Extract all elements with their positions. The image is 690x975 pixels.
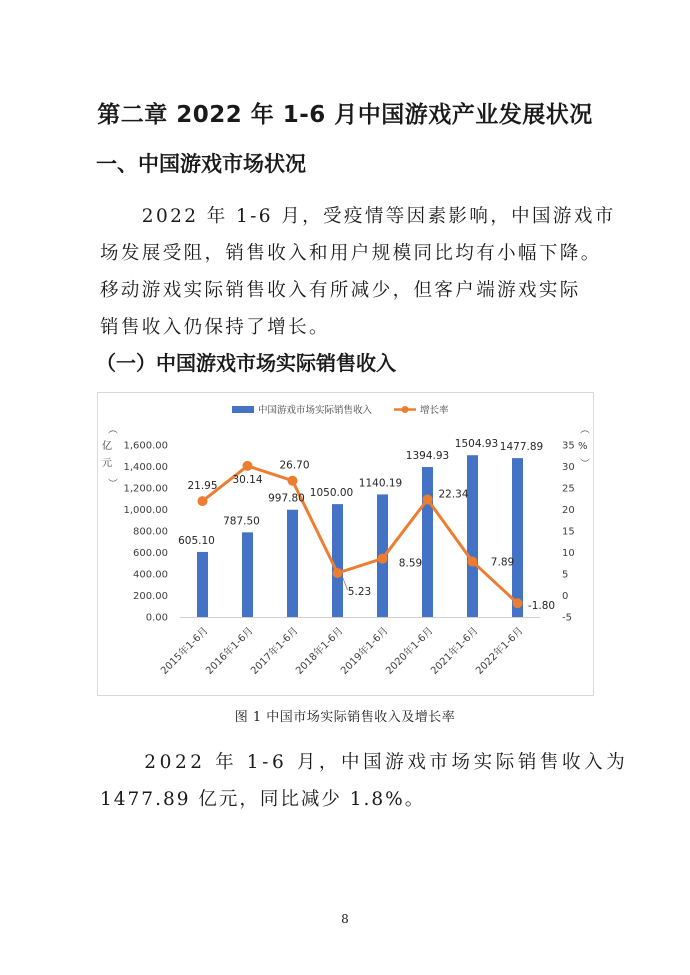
y-right-tick-label: 25 xyxy=(562,483,575,495)
growth-data-label: 22.34 xyxy=(438,488,469,501)
y-right-tick-label: 35 xyxy=(562,440,575,452)
growth-data-label: 8.59 xyxy=(398,557,423,570)
x-category-label: 2020年1-6月 xyxy=(384,625,436,677)
y-left-tick-label: 200.00 xyxy=(133,591,168,602)
growth-rate-point xyxy=(378,554,388,564)
x-category-label: 2022年1-6月 xyxy=(474,625,526,677)
growth-rate-point xyxy=(468,557,478,567)
conclusion-paragraph xyxy=(100,744,629,818)
growth-rate-point xyxy=(513,598,523,608)
y-right-tick-label: 5 xyxy=(562,569,569,581)
page-number: 8 xyxy=(341,912,349,926)
x-category-label: 2016年1-6月 xyxy=(204,625,256,677)
revenue-data-label: 787.50 xyxy=(223,515,260,528)
growth-data-label: 30.14 xyxy=(232,473,263,486)
growth-data-label: 5.23 xyxy=(347,586,372,599)
y-left-tick-label: 1,200.00 xyxy=(123,483,168,495)
x-category-label: 2019年1-6月 xyxy=(339,625,391,677)
x-category-label: 2018年1-6月 xyxy=(294,625,346,677)
section-title: 一、中国游戏市场状况 xyxy=(96,152,306,176)
revenue-data-label: 1477.89 xyxy=(499,441,544,454)
left-axis-bracket: ︵ xyxy=(108,425,118,436)
chapter-title: 第二章 2022 年 1-6 月中国游戏产业发展状况 xyxy=(97,102,593,128)
y-right-tick-label: 10 xyxy=(562,548,575,559)
left-axis-label: 亿 xyxy=(102,441,112,452)
right-axis-bracket: ︵ xyxy=(580,425,590,436)
revenue-bar xyxy=(287,510,298,617)
revenue-data-label: 1140.19 xyxy=(358,477,403,490)
sales-revenue-chart xyxy=(97,392,594,696)
growth-data-label: 7.89 xyxy=(490,556,515,569)
growth-rate-point xyxy=(243,461,253,471)
revenue-bar xyxy=(242,532,253,617)
y-left-tick-label: 1,600.00 xyxy=(123,440,168,452)
legend-line-marker xyxy=(402,406,409,413)
conclusion-line: 1477.89 亿元，同比减少 1.8%。 xyxy=(100,789,426,810)
revenue-data-label: 1394.93 xyxy=(405,450,450,463)
x-category-label: 2021年1-6月 xyxy=(429,625,481,677)
paragraph-line: 销售收入仍保持了增长。 xyxy=(100,317,330,338)
paragraph-line: 2022 年 1-6 月，受疫情等因素影响，中国游戏市 xyxy=(100,206,616,227)
subsection-title: （一）中国游戏市场实际销售收入 xyxy=(96,351,396,375)
y-right-tick-label: -5 xyxy=(562,612,572,624)
growth-data-label: 21.95 xyxy=(187,480,218,493)
y-right-tick-label: 15 xyxy=(562,526,575,538)
conclusion-line: 2022 年 1-6 月，中国游戏市场实际销售收入为 xyxy=(100,752,629,773)
revenue-bar xyxy=(197,552,208,617)
y-left-tick-label: 800.00 xyxy=(133,526,168,538)
revenue-bar xyxy=(512,458,523,617)
y-left-tick-label: 600.00 xyxy=(133,548,168,559)
growth-rate-point xyxy=(288,476,298,486)
y-left-tick-label: 400.00 xyxy=(133,569,168,581)
paragraph-line: 场发展受阻，销售收入和用户规模同比均有小幅下降。 xyxy=(100,243,602,264)
growth-data-label: 26.70 xyxy=(279,459,310,472)
paragraph-line: 移动游戏实际销售收入有所减少，但客户端游戏实际 xyxy=(100,280,581,301)
label-leader-line xyxy=(343,577,348,590)
legend-label: 中国游戏市场实际销售收入 xyxy=(258,405,373,416)
revenue-bar xyxy=(422,467,433,617)
revenue-data-label: 1504.93 xyxy=(454,438,499,451)
revenue-bar xyxy=(332,504,343,617)
right-axis-bracket: ︶ xyxy=(580,459,590,470)
y-right-tick-label: 20 xyxy=(562,505,575,516)
growth-rate-point xyxy=(198,496,208,506)
revenue-data-label: 997.80 xyxy=(268,492,305,505)
y-left-tick-label: 1,400.00 xyxy=(123,462,168,473)
legend-label: 增长率 xyxy=(420,405,449,416)
chart-canvas xyxy=(98,393,595,697)
legend-bar-swatch xyxy=(232,406,254,413)
revenue-data-label: 1050.00 xyxy=(309,487,354,500)
left-axis-label: 元 xyxy=(102,458,112,469)
y-left-tick-label: 1,000.00 xyxy=(123,505,168,516)
intro-paragraph xyxy=(100,198,616,346)
y-right-tick-label: 0 xyxy=(562,591,569,602)
revenue-bar xyxy=(467,455,478,617)
x-category-label: 2015年1-6月 xyxy=(159,625,211,677)
growth-rate-point xyxy=(423,494,433,504)
x-category-label: 2017年1-6月 xyxy=(249,625,301,677)
revenue-data-label: 605.10 xyxy=(178,534,215,547)
y-left-tick-label: 0.00 xyxy=(145,612,168,624)
growth-data-label: -1.80 xyxy=(527,600,556,613)
y-right-tick-label: 30 xyxy=(562,462,575,473)
growth-rate-point xyxy=(333,568,343,578)
left-axis-bracket: ︶ xyxy=(108,479,118,490)
figure-caption: 图 1 中国市场实际销售收入及增长率 xyxy=(234,710,456,725)
right-axis-label: % xyxy=(578,441,588,452)
